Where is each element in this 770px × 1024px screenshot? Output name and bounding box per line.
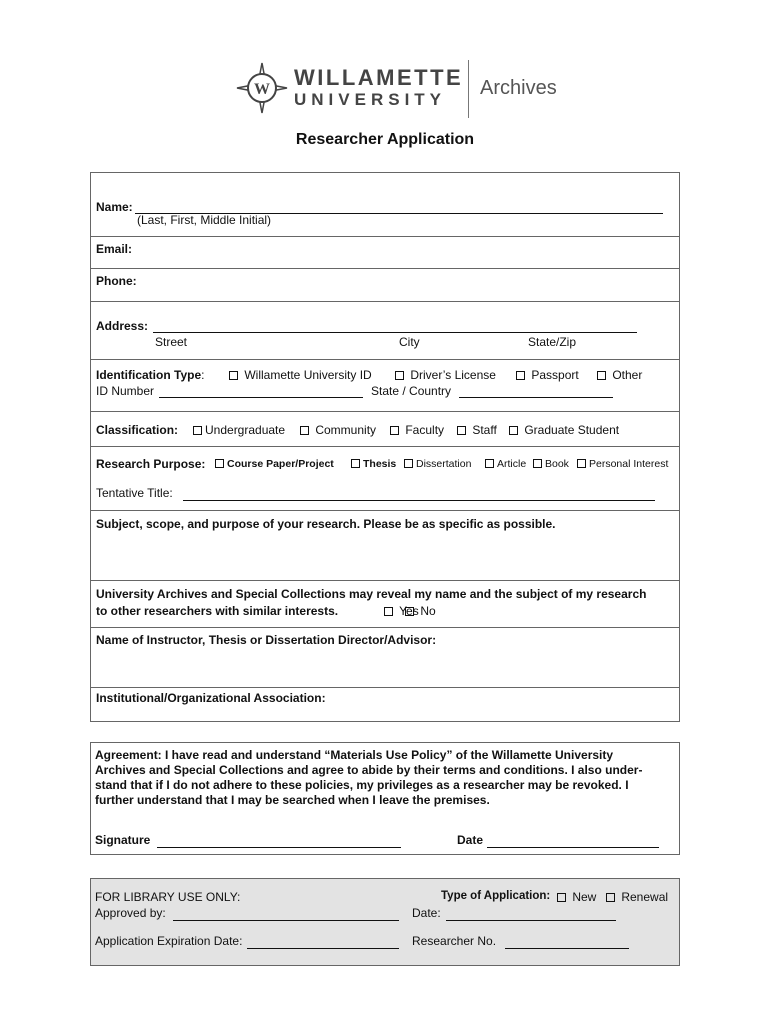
application-form <box>90 172 680 722</box>
reveal-option-yes[interactable]: Yes <box>384 604 419 618</box>
address-label: Address: <box>96 319 149 333</box>
email-section[interactable] <box>91 237 679 269</box>
type-option-renewal[interactable]: Renewal <box>606 890 668 904</box>
instructor-section[interactable] <box>91 628 679 688</box>
logo-divider <box>468 60 469 118</box>
class-option-staff[interactable]: Staff <box>457 423 497 437</box>
willamette-logo <box>236 60 556 120</box>
agreement-line-1: Agreement: I have read and understand “Materials Use Policy” of the Willamette University <box>95 748 614 762</box>
expiration-label: Application Expiration Date: <box>95 934 243 948</box>
statezip-label: State/Zip <box>528 335 577 349</box>
checkbox-icon <box>405 607 414 616</box>
city-label: City <box>399 335 420 349</box>
library-heading: FOR LIBRARY USE ONLY: <box>95 890 241 904</box>
checkbox-icon <box>390 426 399 435</box>
street-label: Street <box>155 335 188 349</box>
researcher-no-field[interactable] <box>505 948 629 949</box>
checkbox-icon <box>457 426 466 435</box>
checkbox-icon <box>509 426 518 435</box>
type-option-new[interactable]: New <box>557 890 596 904</box>
reveal-text-2: to other researchers with similar interests. <box>96 604 339 618</box>
tentative-title-label: Tentative Title: <box>96 486 173 500</box>
subject-section[interactable] <box>91 511 679 581</box>
research-purpose-section <box>91 447 679 511</box>
application-type-label: Type of Application: <box>441 890 551 902</box>
library-date-label: Date: <box>412 906 441 920</box>
checkbox-icon <box>300 426 309 435</box>
classification-section <box>91 412 679 447</box>
checkbox-icon <box>193 426 202 435</box>
email-label: Email: <box>96 242 133 256</box>
agreement-line-3: stand that if I do not adhere to these policies, my privileges as a researcher may be revoked. I <box>95 778 629 792</box>
date-label: Date <box>457 833 484 847</box>
agreement-line-4: further understand that I may be searched when I leave the premises. <box>95 793 490 807</box>
checkbox-icon <box>606 893 615 902</box>
checkbox-icon <box>215 459 224 468</box>
checkbox-icon <box>485 459 494 468</box>
name-hint: (Last, First, Middle Initial) <box>137 213 272 227</box>
institution-label: Institutional/Organizational Association: <box>96 691 326 705</box>
address-field[interactable] <box>153 332 637 333</box>
checkbox-icon <box>351 459 360 468</box>
purpose-option-thesis[interactable]: Thesis <box>351 458 396 470</box>
checkbox-icon <box>229 371 238 380</box>
checkbox-icon <box>404 459 413 468</box>
approved-by-label: Approved by: <box>95 906 166 920</box>
signature-label: Signature <box>95 833 151 847</box>
library-use-box <box>90 878 680 966</box>
agreement-line-2: Archives and Special Collections and agree to abide by their terms and conditions. I also under- <box>95 763 643 777</box>
id-number-label: ID Number <box>96 384 155 398</box>
subject-label: Subject, scope, and purpose of your research. Please be as specific as possible. <box>96 517 556 531</box>
instructor-label: Name of Instructor, Thesis or Dissertation Director/Advisor: <box>96 633 437 647</box>
purpose-option-dissertation[interactable]: Dissertation <box>404 458 471 470</box>
reveal-text-1: University Archives and Special Collections may reveal my name and the subject of my research <box>96 587 647 601</box>
phone-section[interactable] <box>91 269 679 302</box>
agreement-box <box>90 742 680 855</box>
id-option-drivers-license[interactable]: Driver’s License <box>395 368 496 382</box>
library-date-field[interactable] <box>446 920 616 921</box>
checkbox-icon <box>533 459 542 468</box>
class-option-graduate[interactable]: Graduate Student <box>509 423 619 437</box>
purpose-option-article[interactable]: Article <box>485 458 526 470</box>
logo-line-2: UNIVERSITY <box>294 90 447 109</box>
id-option-other[interactable]: Other <box>597 368 642 382</box>
institution-section[interactable] <box>91 688 679 722</box>
state-country-label: State / Country <box>371 384 452 398</box>
classification-label: Classification: <box>96 423 179 437</box>
reveal-section <box>91 581 679 628</box>
id-number-field[interactable] <box>159 397 363 398</box>
approved-by-field[interactable] <box>173 920 399 921</box>
identification-label: Identification Type <box>96 368 202 382</box>
checkbox-icon <box>577 459 586 468</box>
class-option-community[interactable]: Community <box>300 423 376 437</box>
researcher-no-label: Researcher No. <box>412 934 497 948</box>
phone-label: Phone: <box>96 274 137 288</box>
research-purpose-label: Research Purpose: <box>96 457 206 471</box>
name-section <box>91 173 679 237</box>
checkbox-icon <box>597 371 606 380</box>
purpose-option-course-paper[interactable]: Course Paper/Project <box>215 458 334 470</box>
checkbox-icon <box>516 371 525 380</box>
reveal-option-no[interactable]: No <box>405 604 436 618</box>
name-label: Name: <box>96 200 133 214</box>
purpose-option-personal[interactable]: Personal Interest <box>577 458 668 470</box>
id-option-wu[interactable]: Willamette University ID <box>229 368 372 382</box>
checkbox-icon <box>384 607 393 616</box>
address-section <box>91 302 679 360</box>
logo-archives: Archives <box>480 77 557 99</box>
signature-field[interactable] <box>157 847 401 848</box>
expiration-field[interactable] <box>247 948 399 949</box>
checkbox-icon <box>395 371 404 380</box>
class-option-undergraduate[interactable]: Undergraduate <box>193 423 285 437</box>
identification-section: Identification Type: Willamette University ID Driver’s License Passport Other ID Number State / Country <box>91 360 679 412</box>
id-option-passport[interactable]: Passport <box>516 368 579 382</box>
purpose-option-book[interactable]: Book <box>533 458 569 470</box>
logo-line-1: WILLAMETTE <box>294 65 464 90</box>
compass-logo-icon <box>236 62 288 114</box>
checkbox-icon <box>557 893 566 902</box>
svg-text:W: W <box>254 81 270 98</box>
class-option-faculty[interactable]: Faculty <box>390 423 444 437</box>
date-field[interactable] <box>487 847 659 848</box>
page-title: Researcher Application <box>295 131 475 148</box>
tentative-title-field[interactable] <box>183 500 655 501</box>
state-country-field[interactable] <box>459 397 613 398</box>
